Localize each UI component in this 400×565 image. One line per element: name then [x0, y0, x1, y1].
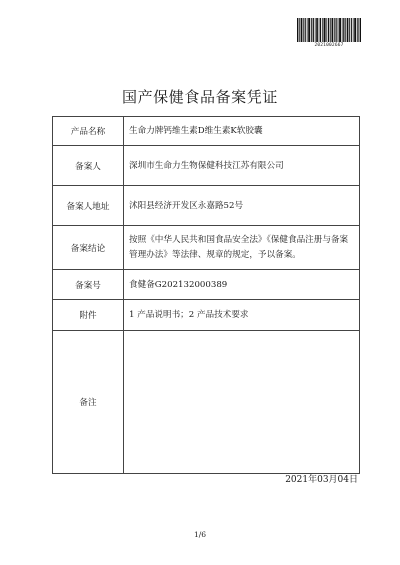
table-row-attachments — [53, 300, 360, 331]
row-value: 深圳市生命力生物保健科技江苏有限公司 — [124, 146, 360, 186]
row-label: 备案人 — [53, 146, 124, 186]
row-label: 备案人地址 — [53, 186, 124, 226]
table-row-filing-number — [53, 270, 360, 300]
table-row-conclusion — [53, 226, 360, 270]
table-row-remarks — [53, 331, 360, 474]
row-label: 备注 — [53, 331, 124, 474]
row-label: 附件 — [53, 300, 124, 331]
row-value: 1 产品说明书；2 产品技术要求 — [124, 300, 360, 331]
row-label: 备案号 — [53, 270, 124, 300]
row-value — [124, 331, 360, 474]
barcode-image — [297, 18, 361, 42]
page-number: 1/6 — [193, 530, 207, 539]
row-value: 食健备G202132000389 — [124, 270, 360, 300]
barcode-number: 2021002667 — [314, 43, 344, 48]
issue-date: 2021年03月04日 — [285, 475, 358, 485]
row-value: 按照《中华人民共和国食品安全法》《保健食品注册与备案管理办法》等法律、规章的规定，予以备案。 — [124, 226, 360, 270]
table-row-product-name — [53, 117, 360, 146]
table-row-filer — [53, 146, 360, 186]
row-value: 生命力牌钙维生素D维生素K软胶囊 — [124, 117, 360, 146]
filing-info-table — [52, 116, 360, 474]
row-label: 产品名称 — [53, 117, 124, 146]
row-label: 备案结论 — [53, 226, 124, 270]
table-row-filer-address — [53, 186, 360, 226]
document-title: 国产保健食品备案凭证 — [121, 88, 278, 106]
row-value: 沭阳县经济开发区永嘉路52号 — [124, 186, 360, 226]
